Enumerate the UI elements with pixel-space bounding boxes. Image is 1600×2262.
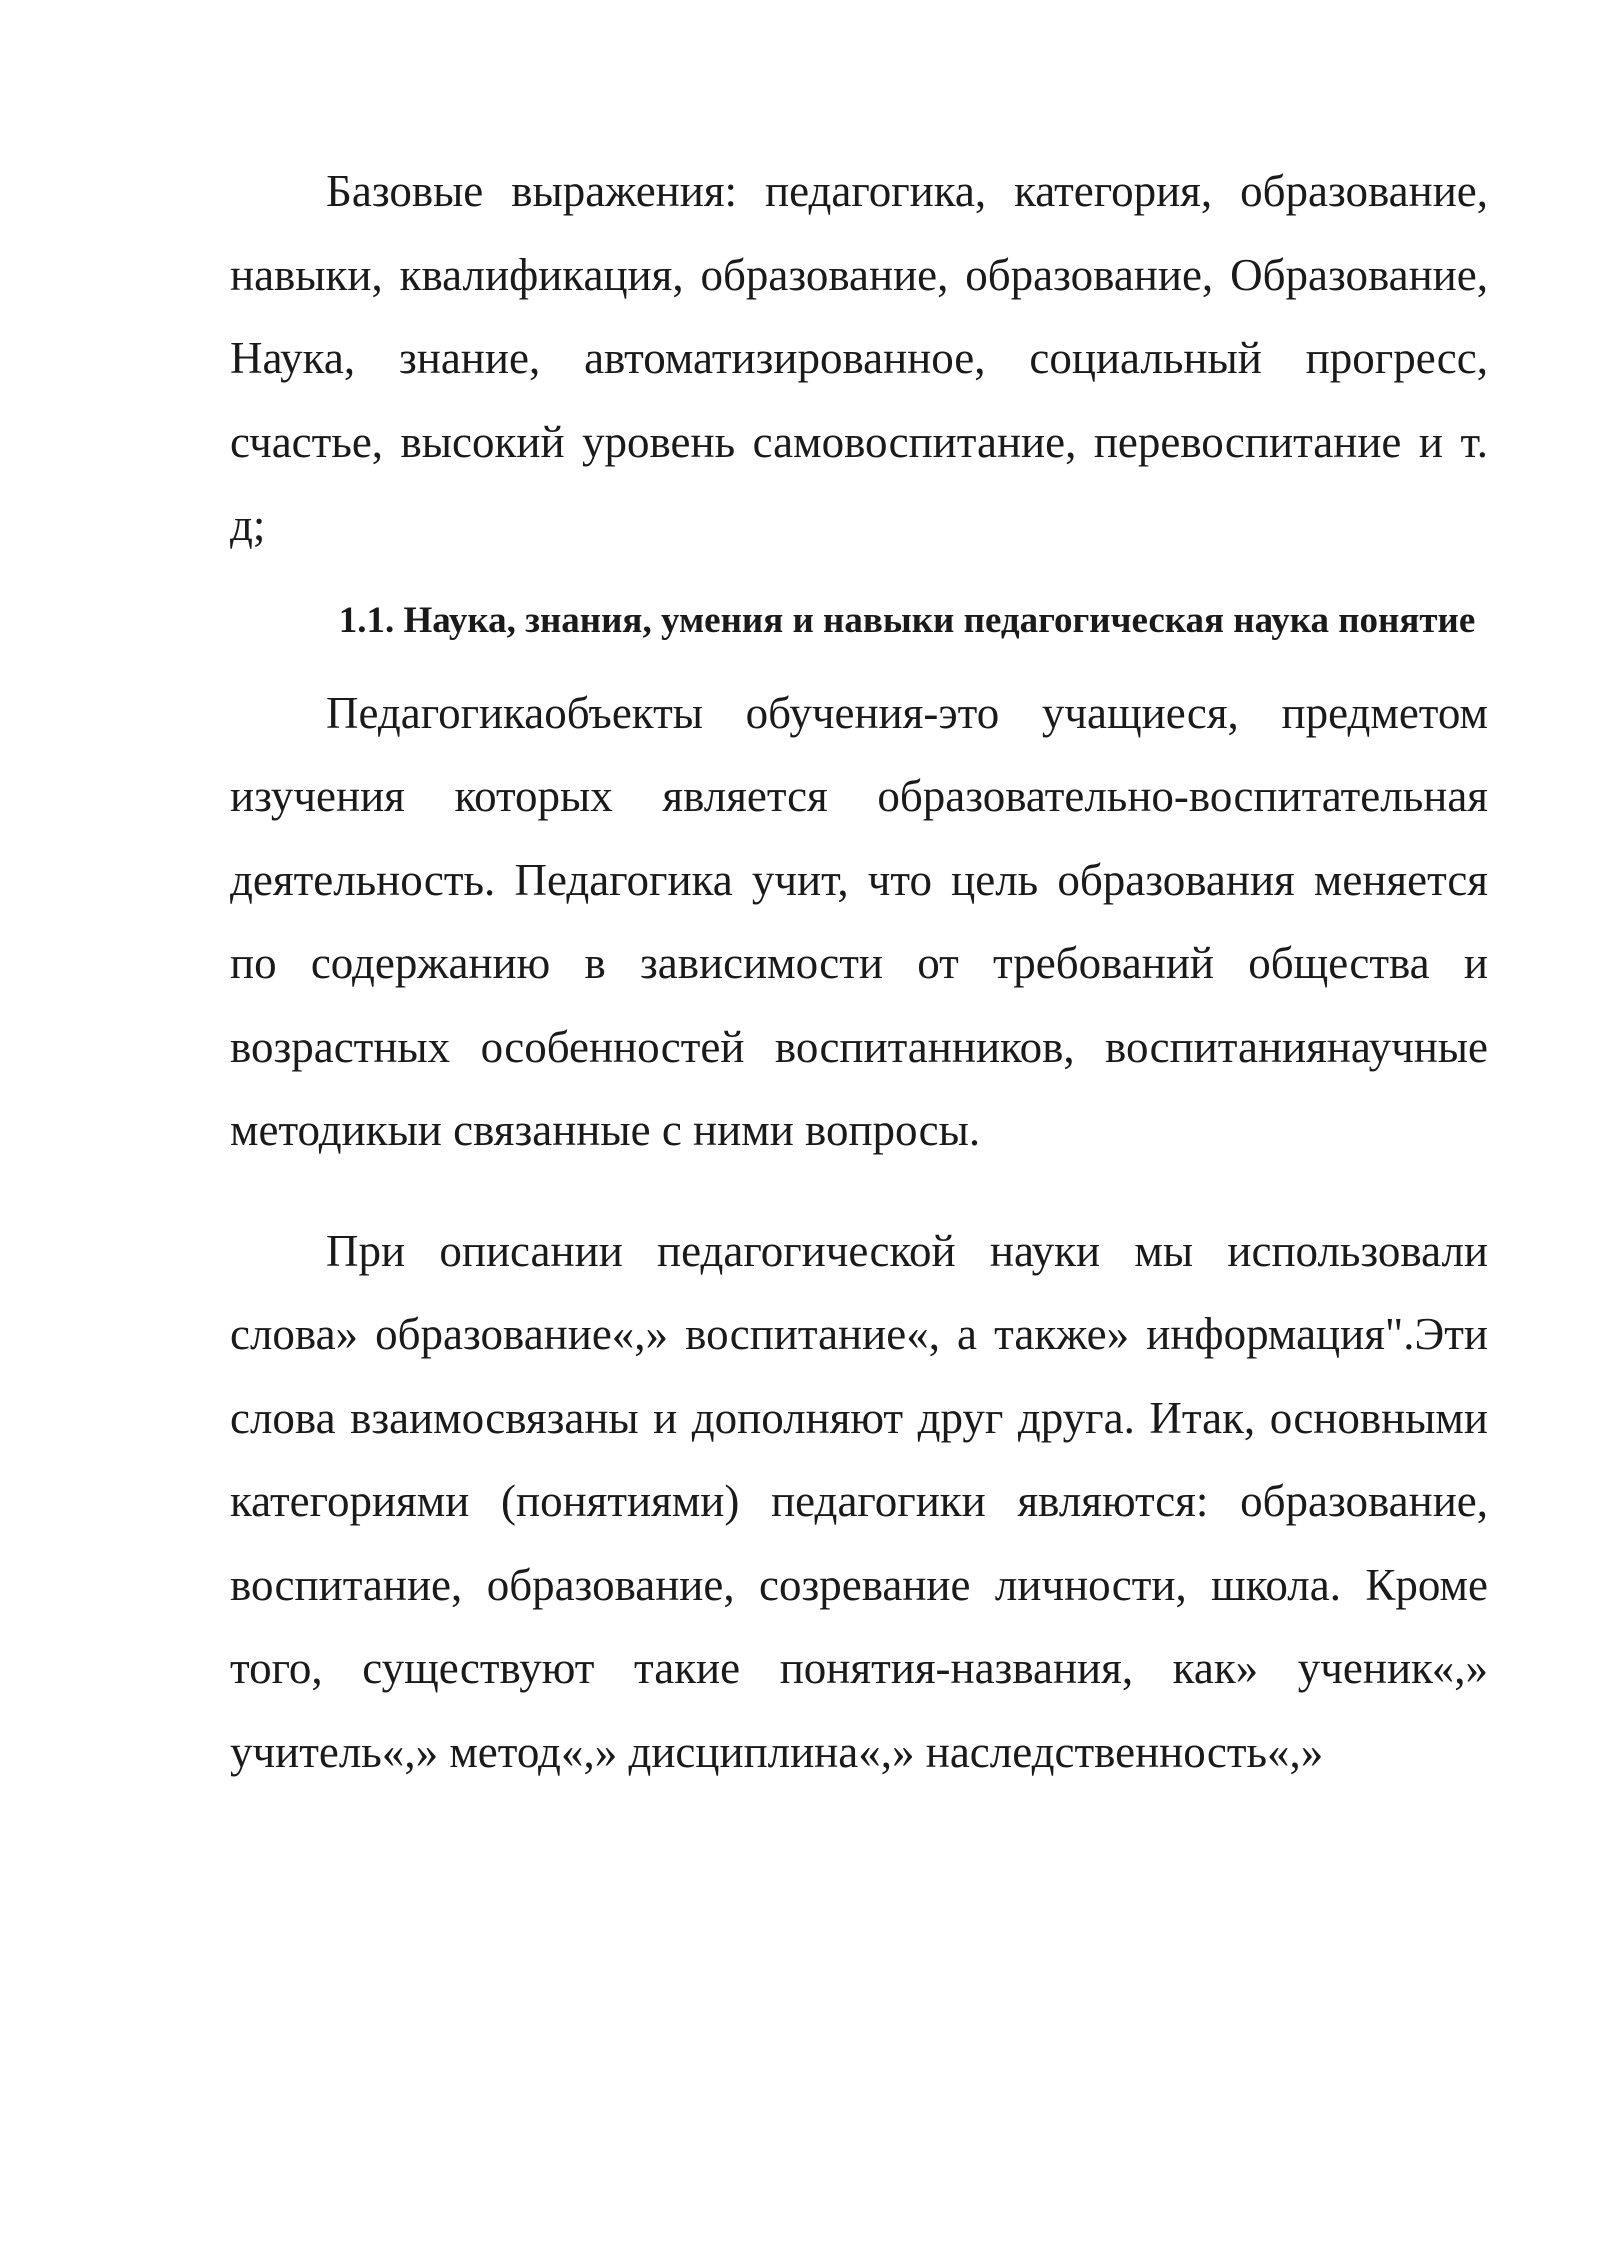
spacer xyxy=(230,658,1488,672)
spacer xyxy=(230,568,1488,584)
spacer xyxy=(230,1173,1488,1210)
paragraph-pedagogy-categories: При описании педагогической науки мы использовали слова» образование«,» воспитание«, а также» информация".Эти слова взаимосвязаны и дополняют друг друга. Итак, основными категориями (понятиями) педагогики являются: образование, воспитание, образование, созревание личности, школа. Кроме того, существуют такие понятия-названия, как» ученик«,» учитель«,» метод«,» дисциплина«,» наследственность«,» xyxy=(230,1225,1488,1777)
paragraph-pedagogy-objects: Педагогикаобъекты обучения-это учащиеся, предметом изучения которых является образовательно-воспитательная деятельность. Педагогика учит, что цель образования меняется по содержанию в зависимости от требований общества и возрастных особенностей воспитанников, воспитаниянаучные методикыи связанные с ними вопросы. xyxy=(230,687,1488,1155)
section-heading: 1.1. Наука, знания, умения и навыки педагогическая наука понятие xyxy=(338,599,1476,641)
paragraph-base-terms: Базовые выражения: педагогика, категория, образование, навыки, квалификация, образование, образование, Образование, Наука, знание, автоматизированное, социальный прогресс, счастье, высокий уровень самовоспитание, перевоспитание и т. д; xyxy=(230,166,1488,550)
document-body xyxy=(230,150,1488,1794)
